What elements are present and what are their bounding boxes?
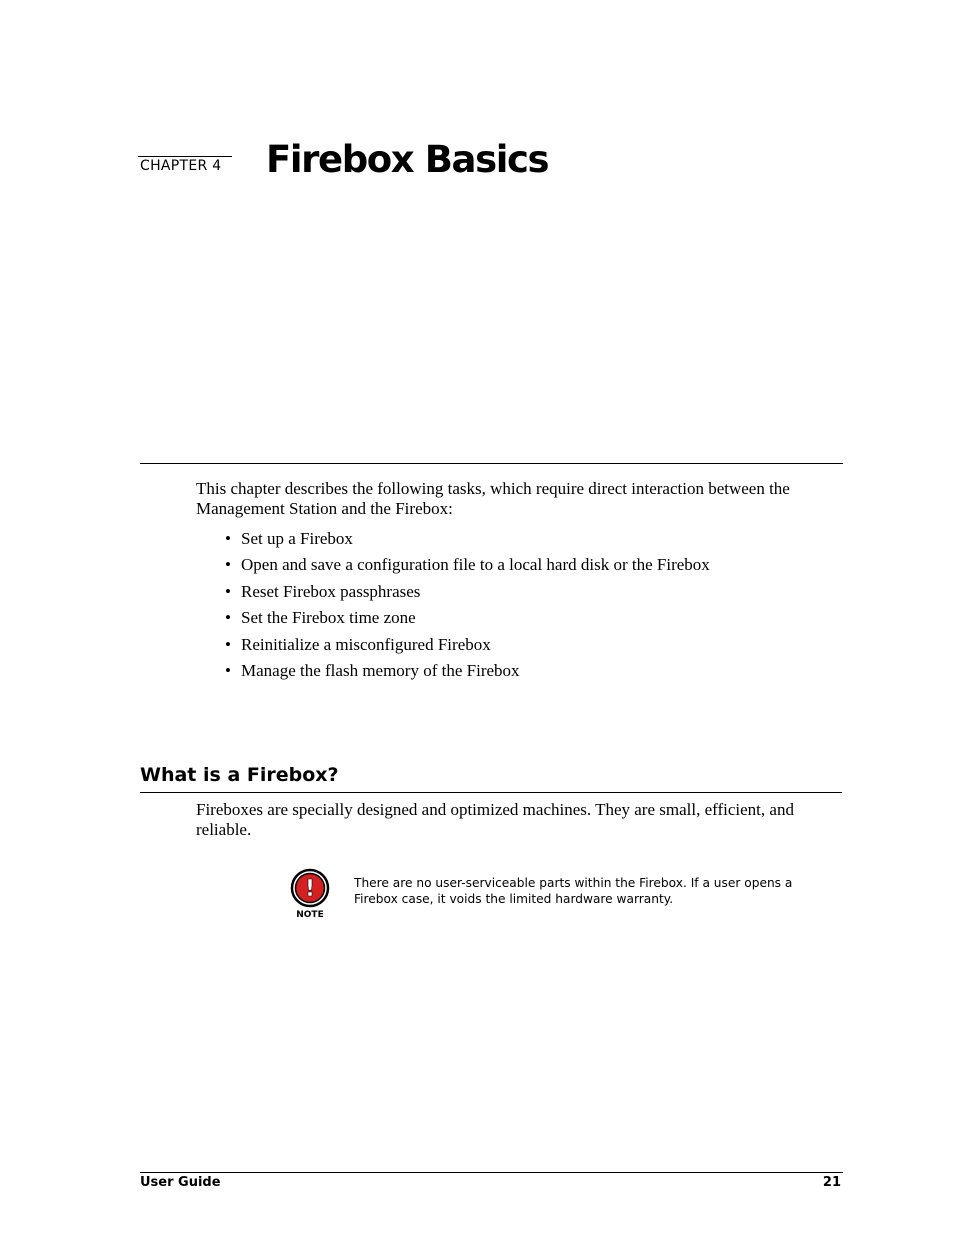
bullet: • — [225, 581, 231, 601]
bullet: • — [225, 660, 231, 680]
bullet: • — [225, 608, 231, 628]
task-list — [225, 527, 710, 685]
bullet: • — [225, 555, 231, 575]
note-exclamation-glyph: ! — [304, 876, 316, 902]
task-text: Manage the flash memory of the Firebox — [241, 660, 520, 680]
note-exclamation-icon — [289, 868, 331, 920]
chapter-title: Firebox Basics — [266, 138, 549, 181]
footer-page-number: 21 — [822, 1175, 841, 1190]
footer-document-title: User Guide — [140, 1175, 221, 1190]
task-text: Set up a Firebox — [241, 529, 353, 548]
footer-rule — [140, 1172, 843, 1173]
section-heading: What is a Firebox? — [140, 764, 339, 786]
chapter-label: CHAPTER 4 — [140, 158, 222, 174]
section-rule — [140, 792, 842, 793]
task-text: Set the Firebox time zone — [241, 608, 416, 628]
bullet: • — [225, 529, 231, 548]
task-text: Reset Firebox passphrases — [241, 581, 421, 601]
list-item — [225, 580, 710, 606]
chapter-label-rule — [138, 156, 232, 157]
section-body: Fireboxes are specially designed and optimized machines. They are small, efficient, and reliable. — [196, 800, 794, 839]
list-item — [225, 527, 710, 553]
list-item — [225, 553, 710, 579]
task-text: Open and save a configuration file to a local hard disk or the Firebox — [241, 555, 710, 575]
list-item — [225, 633, 710, 659]
intro-paragraph: This chapter describes the following tasks, which require direct interaction between the Management Station and the Firebox: — [196, 479, 790, 518]
chapter-divider — [140, 463, 843, 464]
note-icon-label: NOTE — [296, 910, 324, 920]
list-item — [225, 659, 710, 685]
task-text: Reinitialize a misconfigured Firebox — [241, 634, 491, 654]
list-item — [225, 606, 710, 632]
bullet: • — [225, 634, 231, 654]
note-text: There are no user-serviceable parts within the Firebox. If a user opens a Firebox case, it voids the limited hardware warranty. — [354, 876, 793, 906]
